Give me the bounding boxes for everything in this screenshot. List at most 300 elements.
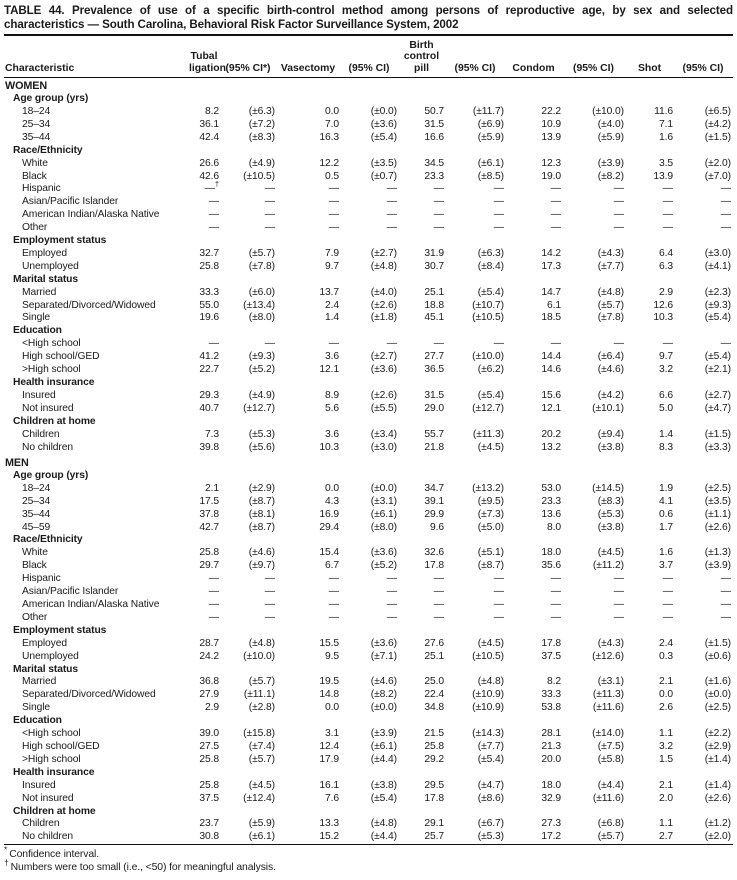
row-label: Age group (yrs) [13,93,89,105]
ci-cell: — [493,338,504,350]
value-cell: 27.9 [199,689,219,701]
ci-cell: (±8.6) [477,792,504,804]
row-label: Insured [22,389,56,401]
value-cell: 14.2 [541,247,561,259]
row-label: Unemployed [22,650,79,662]
row-label: Age group (yrs) [13,469,89,481]
group-row [4,416,733,429]
value-cell: 21.5 [424,728,444,740]
value-cell: 42.6 [199,170,219,182]
ci-cell: (±4.5) [597,547,624,559]
value-cell: 2.6 [658,702,673,714]
ci-cell: (±7.5) [597,740,624,752]
value-cell: 12.2 [319,157,339,169]
ci-cell: (±11.7) [472,105,504,117]
ci-cell: (±12.7) [472,402,504,414]
row-label: >High school [22,753,81,765]
value-cell: 37.5 [541,650,561,662]
ci-cell: — [720,196,731,208]
table-row [4,183,733,196]
ci-cell: (±7.1) [370,650,397,662]
value-cell: — [550,196,561,208]
ci-cell: (±4.4) [370,753,397,765]
ci-cell: (±0.6) [704,650,731,662]
value-cell: 10.3 [653,312,673,324]
value-cell: 22.7 [199,364,219,376]
value-cell: 27.3 [541,818,561,830]
ci-cell: (±6.2) [477,364,504,376]
ci-cell: — [493,573,504,585]
ci-cell: — [613,338,624,350]
value-cell: — [433,586,444,598]
value-cell: 26.6 [199,157,219,169]
value-cell: 13.2 [541,441,561,453]
value-cell: — [328,209,339,221]
ci-cell: — [720,586,731,598]
value-cell: 12.3 [541,157,561,169]
value-cell: 3.1 [324,728,339,740]
ci-cell: (±2.9) [248,482,275,494]
value-cell: 19.5 [319,676,339,688]
ci-cell: — [386,599,397,611]
ci-cell: (±8.7) [248,495,275,507]
value-cell: 3.6 [324,351,339,363]
ci-cell: (±4.4) [339,831,399,844]
row-label: Race/Ethnicity [13,534,83,546]
ci-cell: — [386,209,397,221]
value-cell: — [433,222,444,234]
ci-cell: (±3.5) [704,495,731,507]
value-cell: 30.7 [424,260,444,272]
value-cell: 17.9 [319,753,339,765]
value-cell: 25.1 [424,650,444,662]
value-cell: 22.4 [424,689,444,701]
value-cell: 18.0 [541,547,561,559]
ci-cell: (±2.6) [370,299,397,311]
table-row [4,106,733,119]
ci-cell: (±4.8) [477,676,504,688]
ci-cell: (±8.7) [248,521,275,533]
value-cell: 10.9 [541,118,561,130]
ci-cell: (±8.3) [248,131,275,143]
table-row [4,403,733,416]
value-cell: 20.0 [541,753,561,765]
ci-cell: (±9.5) [477,495,504,507]
footnote-marker: * [4,844,8,855]
value-cell: 39.8 [199,441,219,453]
value-cell: 18.8 [424,299,444,311]
ci-cell: (±2.2) [704,728,731,740]
ci-cell: (±6.9) [477,118,504,130]
ci-cell: (±10.9) [472,689,504,701]
value-cell: 13.9 [541,131,561,143]
row-label: American Indian/Alaska Native [22,209,160,221]
ci-cell: (±5.3) [597,508,624,520]
row-label: Not insured [22,792,74,804]
row-label: Race/Ethnicity [13,144,83,156]
group-row [4,325,733,338]
ci-cell: (±10.5) [243,170,275,182]
ci-cell: (±12.4) [243,792,275,804]
ci-cell: (±8.0) [370,521,397,533]
ci-cell: (±1.1) [704,508,731,520]
ci-cell: (±7.8) [597,312,624,324]
value-cell: 32.9 [541,792,561,804]
value-cell: — [433,209,444,221]
ci-cell: (±0.7) [370,170,397,182]
row-label: Health insurance [13,766,95,778]
row-label: Unemployed [22,260,79,272]
column-header-ci-3: (95% CI) [444,36,506,77]
value-cell: 27.6 [424,637,444,649]
value-cell: — [328,222,339,234]
value-cell: 32.7 [199,247,219,259]
value-cell: 7.3 [204,428,219,440]
value-cell: 53.0 [541,482,561,494]
value-cell: 17.2 [506,831,561,844]
value-cell: — [550,586,561,598]
ci-cell: — [264,573,275,585]
value-cell: 17.8 [541,637,561,649]
value-cell: 1.1 [658,728,673,740]
table-row [4,522,733,535]
ci-cell: (±2.5) [704,482,731,494]
value-cell: 18.0 [541,779,561,791]
value-cell: 2.4 [658,637,673,649]
value-cell: 4.1 [658,495,673,507]
ci-cell: (±4.1) [704,260,731,272]
value-cell: 15.4 [319,547,339,559]
value-cell: 24.2 [199,650,219,662]
row-label: Children [22,818,60,830]
ci-cell: — [264,222,275,234]
ci-cell: (±3.0) [704,247,731,259]
footnote-marker: † [4,857,9,868]
ci-cell: (±2.6) [370,389,397,401]
value-cell: 2.1 [658,676,673,688]
ci-cell: (±8.2) [370,689,397,701]
ci-cell: (±6.1) [370,508,397,520]
ci-cell: (±1.5) [704,131,731,143]
row-label: Separated/Divorced/Widowed [22,299,156,311]
value-cell: 31.5 [424,118,444,130]
ci-cell: (±0.0) [370,482,397,494]
ci-cell: — [493,611,504,623]
ci-cell: — [613,183,624,195]
value-cell: — [662,586,673,598]
row-label: High school/GED [22,740,100,752]
value-cell: 12.1 [319,364,339,376]
ci-cell: (±8.1) [248,508,275,520]
ci-cell: (±5.9) [597,131,624,143]
value-cell: 12.1 [541,402,561,414]
ci-cell: (±1.3) [704,547,731,559]
value-cell: — [662,209,673,221]
dagger-marker: † [214,180,219,189]
value-cell: 5.6 [324,402,339,414]
value-cell: 11.6 [654,105,673,117]
ci-cell: — [613,586,624,598]
value-cell: — [208,209,219,221]
ci-cell: (±5.9) [477,131,504,143]
value-cell: 25.8 [424,740,444,752]
table-row [4,209,733,222]
table-row [4,429,733,442]
value-cell: 1.5 [658,753,673,765]
value-cell: 6.1 [546,299,561,311]
row-label: <High school [22,338,81,350]
row-label: 35–44 [22,131,51,143]
column-header-method-5: Shot [626,36,673,77]
ci-cell: (±3.0) [370,441,397,453]
value-cell: — [662,222,673,234]
ci-cell: (±5.4) [477,389,504,401]
ci-cell: (±3.9) [704,560,731,572]
ci-cell: (±11.6) [592,792,624,804]
table-body [4,78,733,845]
ci-cell: (±4.5) [248,779,275,791]
ci-cell: (±6.0) [248,286,275,298]
ci-cell: (±1.5) [704,428,731,440]
ci-cell: (±3.6) [370,547,397,559]
value-cell: 29.2 [424,753,444,765]
ci-cell: — [493,196,504,208]
ci-cell: (±9.3) [704,299,731,311]
value-cell: 27.5 [199,740,219,752]
row-label: 18–24 [22,105,51,117]
row-label: High school/GED [22,351,100,363]
table-row [4,754,733,767]
ci-cell: (±2.7) [370,247,397,259]
row-label: 45–59 [22,521,51,533]
value-cell: 30.8 [189,831,219,844]
ci-cell: (±7.0) [704,170,731,182]
ci-cell: (±4.8) [248,637,275,649]
ci-cell: (±4.8) [370,260,397,272]
value-cell: 31.5 [424,389,444,401]
value-cell: 29.1 [424,818,444,830]
value-cell: 1.4 [658,428,673,440]
ci-cell: — [386,586,397,598]
ci-cell: (±5.7) [561,831,626,844]
ci-cell: — [386,222,397,234]
value-cell: 27.7 [424,351,444,363]
ci-cell: (±12.6) [592,650,624,662]
prevalence-table [4,36,733,845]
table-row [4,248,733,261]
row-label: Black [22,170,47,182]
value-cell: 29.7 [199,560,219,572]
ci-cell: (±11.3) [472,428,504,440]
value-cell: — [550,338,561,350]
value-cell: 25.7 [399,831,444,844]
value-cell: 3.5 [658,157,673,169]
ci-cell: — [264,196,275,208]
value-cell: 2.1 [658,779,673,791]
ci-cell: — [613,196,624,208]
column-header-ci-1: (95% CI*) [219,36,277,77]
value-cell: — [328,183,339,195]
value-cell: — [208,573,219,585]
value-cell: 0.5 [324,170,339,182]
row-label: Married [22,286,57,298]
value-cell: 13.6 [541,508,561,520]
value-cell: 3.2 [658,740,673,752]
value-cell: 29.4 [319,521,339,533]
ci-cell: (±9.3) [248,351,275,363]
table-row [4,612,733,625]
ci-cell: — [264,183,275,195]
ci-cell: (±3.1) [597,676,624,688]
value-cell: 25.0 [424,676,444,688]
table-title: TABLE 44. Prevalence of use of a specific birth-control method among persons of reproductive age, by sex and selected characteristics — South Carolina, Behavioral Risk Factor Surveillance System, 2002 [4,4,733,36]
footnote-small-numbers: † Numbers were too small (i.e., <50) for meaningful analysis. [4,857,276,874]
ci-cell: (±6.4) [597,351,624,363]
ci-cell: (±12.7) [243,402,275,414]
ci-cell: (±4.0) [597,118,624,130]
ci-cell: (±4.6) [248,547,275,559]
value-cell: 8.0 [546,521,561,533]
value-cell: 22.2 [541,105,561,117]
value-cell: — [662,338,673,350]
value-cell: — [328,196,339,208]
table-row [4,741,733,754]
row-label: No children [22,441,73,453]
value-cell: 17.8 [424,792,444,804]
ci-cell: (±3.9) [370,728,397,740]
ci-cell: — [613,573,624,585]
table-row [4,728,733,741]
value-cell: 14.7 [541,286,561,298]
value-cell: — [662,611,673,623]
ci-cell: (±14.0) [592,728,624,740]
ci-cell: — [720,338,731,350]
value-cell: 13.9 [653,170,673,182]
row-label: 25–34 [22,118,51,130]
value-cell: 4.3 [324,495,339,507]
row-label: MEN [5,457,29,470]
footnotes [4,845,733,874]
value-cell: — [208,338,219,350]
row-label: Children at home [13,415,96,427]
value-cell: 17.5 [199,495,219,507]
value-cell: — [433,196,444,208]
ci-cell: (±3.8) [370,779,397,791]
ci-cell: — [264,599,275,611]
value-cell: — [208,586,219,598]
ci-cell: (±13.4) [243,299,275,311]
value-cell: 55.7 [424,428,444,440]
ci-cell: — [720,183,731,195]
ci-cell: (±5.7) [248,753,275,765]
row-label: 18–24 [22,482,51,494]
ci-cell: (±1.5) [704,637,731,649]
ci-cell: (±6.5) [704,105,731,117]
ci-cell: (±4.6) [597,364,624,376]
section-row [4,454,733,470]
ci-cell: (±3.1) [370,495,397,507]
ci-cell: (±5.8) [597,753,624,765]
value-cell: 1.9 [658,482,673,494]
ci-cell: (±5.7) [248,676,275,688]
value-cell: 16.1 [319,779,339,791]
ci-cell: (±4.2) [597,389,624,401]
value-cell: 8.2 [204,105,219,117]
value-cell: — [550,573,561,585]
value-cell: 41.2 [199,351,219,363]
ci-cell: (±5.5) [370,402,397,414]
value-cell: — [328,338,339,350]
ci-cell: (±2.5) [704,702,731,714]
value-cell: 0.0 [324,482,339,494]
table-row [4,560,733,573]
value-cell: 13.3 [319,818,339,830]
table-row [4,496,733,509]
value-cell: — [208,222,219,234]
ci-cell: (±0.0) [704,689,731,701]
ci-cell: (±3.9) [597,157,624,169]
row-label: Marital status [13,273,78,285]
ci-cell: — [493,183,504,195]
value-cell: 16.6 [424,131,444,143]
ci-cell: (±10.0) [592,105,624,117]
table-row [4,338,733,351]
value-cell: 0.0 [658,689,673,701]
row-label: Other [22,611,48,623]
value-cell: 6.3 [658,260,673,272]
value-cell: 53.8 [541,702,561,714]
ci-cell: (±4.8) [597,286,624,298]
value-cell: — [662,183,673,195]
row-label: Education [13,715,62,727]
ci-cell: — [613,611,624,623]
table-row [4,599,733,612]
row-label: Hispanic [22,573,61,585]
row-label: Employment status [13,235,107,247]
ci-cell: (±9.7) [248,560,275,572]
value-cell: 2.9 [204,702,219,714]
ci-cell: (±11.1) [243,689,275,701]
ci-cell: (±4.6) [370,676,397,688]
footnote-confidence-interval: * Confidence interval. [4,844,100,861]
value-cell: 3.7 [658,560,673,572]
ci-cell: (±5.1) [477,547,504,559]
ci-cell: — [720,599,731,611]
value-cell: 14.4 [541,351,561,363]
group-row [4,767,733,780]
ci-cell: (±10.7) [472,299,504,311]
group-row [4,93,733,106]
ci-cell: (±1.4) [704,753,731,765]
value-cell: 16.3 [319,131,339,143]
value-cell: 20.2 [541,428,561,440]
ci-cell: (±10.9) [472,702,504,714]
value-cell: — [208,599,219,611]
ci-cell: (±6.3) [477,247,504,259]
ci-cell: (±3.8) [597,521,624,533]
value-cell: 55.0 [199,299,219,311]
row-label: American Indian/Alaska Native [22,599,160,611]
value-cell: 9.7 [324,260,339,272]
ci-cell: (±2.9) [704,740,731,752]
value-cell: 39.1 [424,495,444,507]
value-cell: — [328,586,339,598]
ci-cell: — [386,183,397,195]
value-cell: 23.7 [199,818,219,830]
ci-cell: (±4.4) [597,779,624,791]
value-cell: 18.5 [541,312,561,324]
value-cell: 2.7 [626,831,673,844]
